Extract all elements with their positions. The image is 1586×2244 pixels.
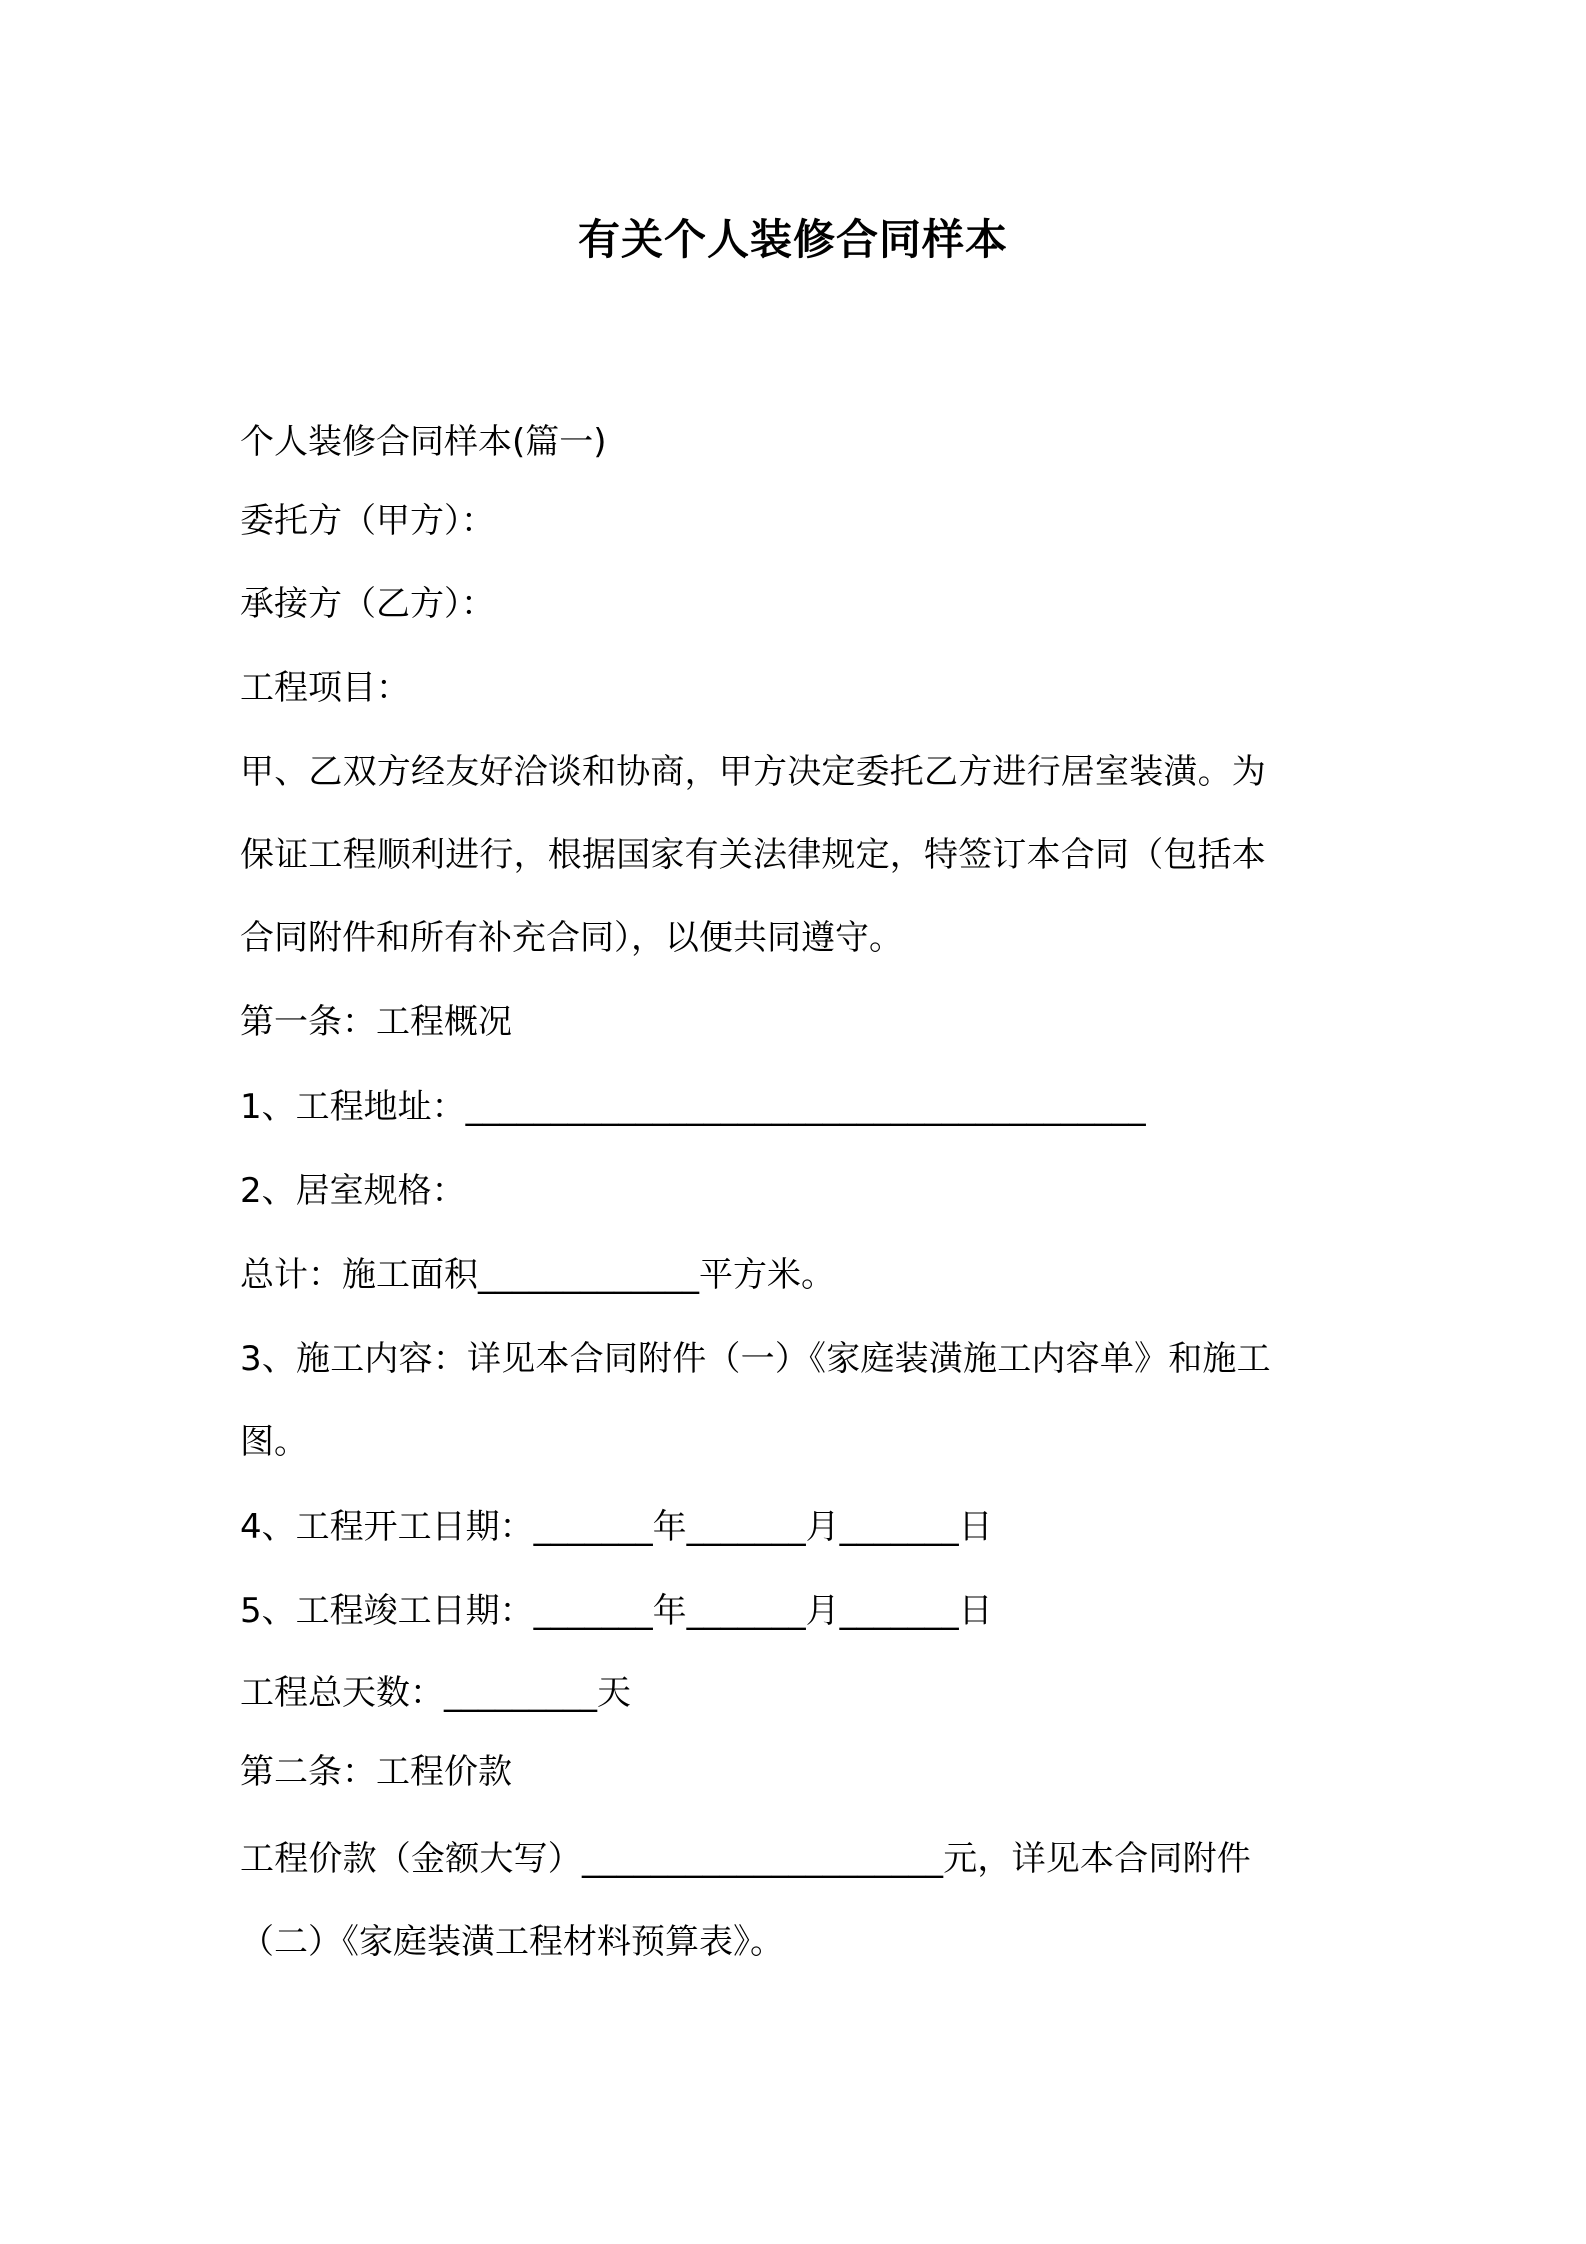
project-address-line: 1、工程地址：________________________________________ xyxy=(240,1087,1146,1127)
client-party-a-line: 委托方（甲方）： xyxy=(240,501,495,541)
completion-date-line: 5、工程竣工日期：_______年_______月_______日 xyxy=(240,1591,993,1631)
start-date-line: 4、工程开工日期：_______年_______月_______日 xyxy=(240,1507,993,1547)
article-two-heading: 第二条：工程价款 xyxy=(240,1752,512,1792)
total-days-line: 工程总天数：_________天 xyxy=(240,1673,631,1713)
intro-paragraph-line-1: 甲、乙双方经友好洽谈和协商，甲方决定委托乙方进行居室装潢。为 xyxy=(240,752,1266,792)
contractor-party-b-line: 承接方（乙方）： xyxy=(240,584,495,624)
construction-content-line-1: 3、施工内容：详见本合同附件（一）《家庭装潢施工内容单》和施工 xyxy=(240,1339,1271,1379)
construction-content-line-2: 图。 xyxy=(240,1422,308,1462)
project-item-line: 工程项目： xyxy=(240,668,410,708)
room-spec-line: 2、居室规格： xyxy=(240,1171,466,1211)
intro-paragraph-line-2: 保证工程顺利进行，根据国家有关法律规定，特签订本合同（包括本 xyxy=(240,835,1266,875)
project-price-line-2: （二）《家庭装潢工程材料预算表》。 xyxy=(240,1922,784,1962)
article-one-heading: 第一条：工程概况 xyxy=(240,1002,512,1042)
total-area-line: 总计：施工面积_____________平方米。 xyxy=(240,1255,835,1295)
section-heading-part-one: 个人装修合同样本(篇一) xyxy=(240,422,607,462)
intro-paragraph-line-3: 合同附件和所有补充合同），以便共同遵守。 xyxy=(240,918,903,958)
project-price-line-1: 工程价款（金额大写）_____________________元，详见本合同附件 xyxy=(240,1839,1251,1879)
document-title: 有关个人装修合同样本 xyxy=(577,215,1008,264)
